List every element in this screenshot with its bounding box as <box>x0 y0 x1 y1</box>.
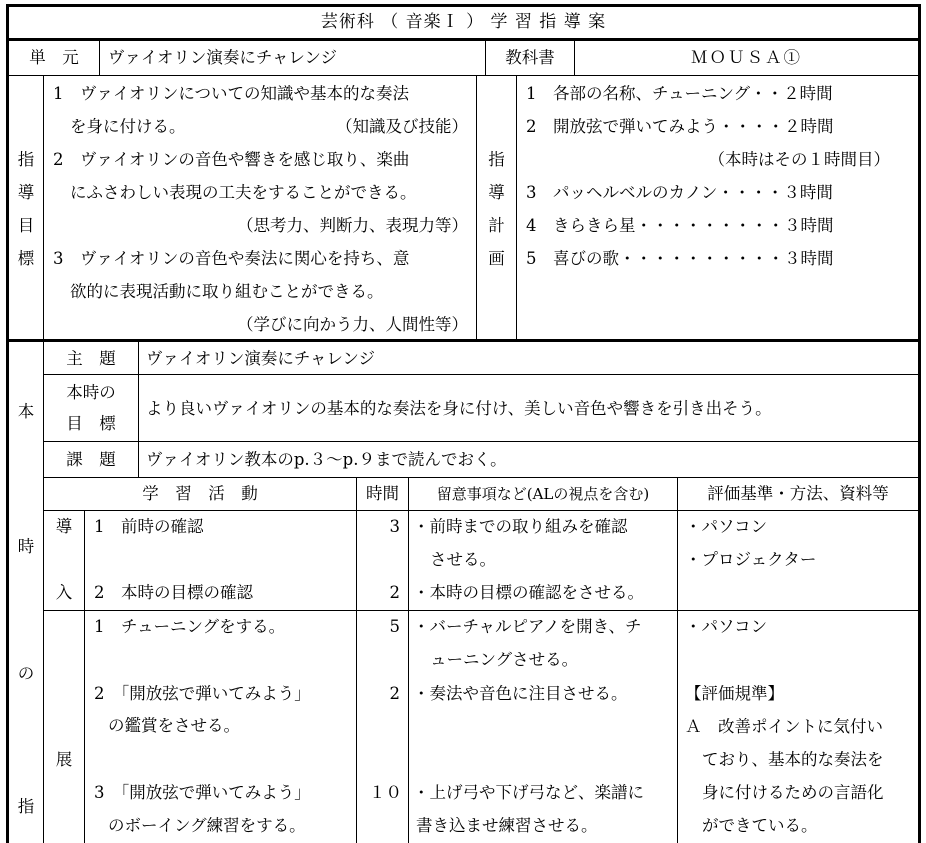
theme-label: 主 題 <box>66 349 116 368</box>
intro-eval-1: ・パソコン <box>685 517 768 536</box>
plan-item: 5 喜びの歌・・・・・・・・・・３時間 <box>526 249 834 268</box>
dev-time-2: 2 <box>389 684 400 703</box>
goal-label-line-1: 本時の <box>66 383 116 402</box>
header-notes: 留意事項など(ALの視点を含む) <box>436 485 650 503</box>
objective-line: 1 ヴァイオリンについての知識や基本的な奏法 <box>53 84 410 103</box>
intro-notes-1a: ・前時までの取り組みを確認 <box>413 517 628 536</box>
objective-line: 3 ヴァイオリンの音色や奏法に関心を持ち、意 <box>53 249 410 268</box>
eval-criteria-line: 身に付けるための言語化 <box>702 783 884 802</box>
plan-note: （本時はその１時間目） <box>708 150 890 169</box>
theme-divider <box>43 374 921 375</box>
header-activity: 学 習 活 動 <box>142 484 258 503</box>
task-label: 課 題 <box>66 450 116 469</box>
border-right <box>918 4 921 843</box>
dev-time-3: １０ <box>369 783 402 802</box>
goal-divider <box>43 441 921 442</box>
intro-activity-1: 1 前時の確認 <box>94 517 204 536</box>
honji-label-char-1: 本 <box>17 402 35 421</box>
theme-value: ヴァイオリン演奏にチャレンジ <box>146 349 376 368</box>
plan-label-char-2: 導 <box>488 183 505 202</box>
plan-label-char-4: 画 <box>488 249 505 268</box>
intro-notes-2: ・本時の目標の確認をさせる。 <box>413 583 644 602</box>
act-v3 <box>408 477 409 843</box>
dev-activity-3b: のボーイング練習をする。 <box>108 816 306 835</box>
eval-criteria-line: Ａ 改善ポイントに気付い <box>685 717 883 736</box>
header-time: 時間 <box>366 484 399 503</box>
obj-label-char-1: 指 <box>17 150 35 169</box>
intro-time-2: 2 <box>389 583 400 602</box>
act-v1 <box>84 510 85 843</box>
obj-v2 <box>476 75 477 340</box>
dev-notes-3b: 書き込ませ練習させる。 <box>416 816 598 835</box>
honji-label-char-2: 時 <box>17 537 35 556</box>
goal-value: より良いヴァイオリンの基本的な奏法を身に付け、美しい音色や響きを引き出そう。 <box>146 399 772 418</box>
textbook-label: 教科書 <box>505 48 555 67</box>
header-divider <box>43 510 921 511</box>
objective-line: を身に付ける。 <box>70 117 186 136</box>
obj-v3 <box>516 75 517 340</box>
unit-row-divider <box>6 75 921 76</box>
dev-activity-2a: 2 「開放弦で弾いてみよう」 <box>94 684 311 703</box>
intro-label-1: 導 <box>55 517 73 536</box>
textbook-value: ＭＯＵＳＡ① <box>691 48 802 67</box>
title-divider <box>6 38 921 41</box>
intro-time-1: 3 <box>389 517 400 536</box>
unit-value: ヴァイオリン演奏にチャレンジ <box>108 48 338 67</box>
eval-criteria-header: 【評価規準】 <box>685 684 784 703</box>
dev-notes-1b: ューニングさせる。 <box>430 650 579 669</box>
objectives-divider <box>6 339 921 342</box>
page-title: 芸術科 （ 音楽Ｉ ） 学 習 指 導 案 <box>320 12 607 32</box>
intro-notes-1b: させる。 <box>430 550 496 569</box>
dev-notes-2: ・奏法や音色に注目させる。 <box>413 684 628 703</box>
honji-label-char-4: 指 <box>17 797 35 816</box>
label-col-v <box>138 342 139 477</box>
eval-criteria-line: ており、基本的な奏法を <box>702 750 884 769</box>
goal-label-line-2: 目 標 <box>66 414 116 433</box>
dev-activity-2b: の鑑賞をさせる。 <box>108 716 240 735</box>
objective-category: （学びに向かう力、人間性等） <box>237 315 468 334</box>
dev-notes-1a: ・バーチャルピアノを開き、チ <box>413 617 642 636</box>
obj-label-char-3: 目 <box>17 216 35 235</box>
eval-criteria-line: ができている。 <box>702 816 818 835</box>
dev-notes-3a: ・上げ弓や下げ弓など、楽譜に <box>413 783 644 802</box>
unit-label: 単 元 <box>29 48 79 67</box>
act-v4 <box>677 477 678 843</box>
task-value: ヴァイオリン教本のp.３〜p.９まで読んでおく。 <box>146 450 507 469</box>
plan-item: 1 各部の名称、チューニング・・２時間 <box>526 84 833 103</box>
unit-v1 <box>99 41 100 75</box>
border-left <box>6 4 9 843</box>
plan-label-char-1: 指 <box>488 150 505 169</box>
dev-eval-1: ・パソコン <box>685 617 768 636</box>
dev-label: 展 <box>55 750 73 769</box>
intro-eval-2: ・プロジェクター <box>685 550 817 569</box>
obj-label-char-2: 導 <box>17 183 35 202</box>
plan-label-char-3: 計 <box>488 216 505 235</box>
honji-label-char-3: の <box>17 664 35 683</box>
intro-activity-2: 2 本時の目標の確認 <box>94 583 253 602</box>
objective-line: 欲的に表現活動に取り組むことができる。 <box>70 282 384 301</box>
plan-item: 4 きらきら星・・・・・・・・・３時間 <box>526 216 834 235</box>
header-eval: 評価基準・方法、資料等 <box>707 484 889 503</box>
task-divider <box>43 477 921 478</box>
dev-activity-1: 1 チューニングをする。 <box>94 617 286 636</box>
objective-category: （知識及び技能） <box>336 117 468 136</box>
border-top <box>6 4 921 7</box>
plan-item: 3 パッヘルベルのカノン・・・・３時間 <box>526 183 833 202</box>
obj-label-char-4: 標 <box>17 249 35 268</box>
objective-line: にふさわしい表現の工夫をすることができる。 <box>70 183 417 202</box>
dev-activity-3a: 3 「開放弦で弾いてみよう」 <box>94 783 311 802</box>
obj-v1 <box>43 75 44 340</box>
intro-divider <box>43 610 921 611</box>
intro-label-2: 入 <box>55 583 73 602</box>
dev-time-1: 5 <box>389 617 400 636</box>
objective-category: （思考力、判断力、表現力等） <box>237 216 468 235</box>
plan-item: 2 開放弦で弾いてみよう・・・・２時間 <box>526 117 834 136</box>
objective-line: 2 ヴァイオリンの音色や響きを感じ取り、楽曲 <box>53 150 410 169</box>
